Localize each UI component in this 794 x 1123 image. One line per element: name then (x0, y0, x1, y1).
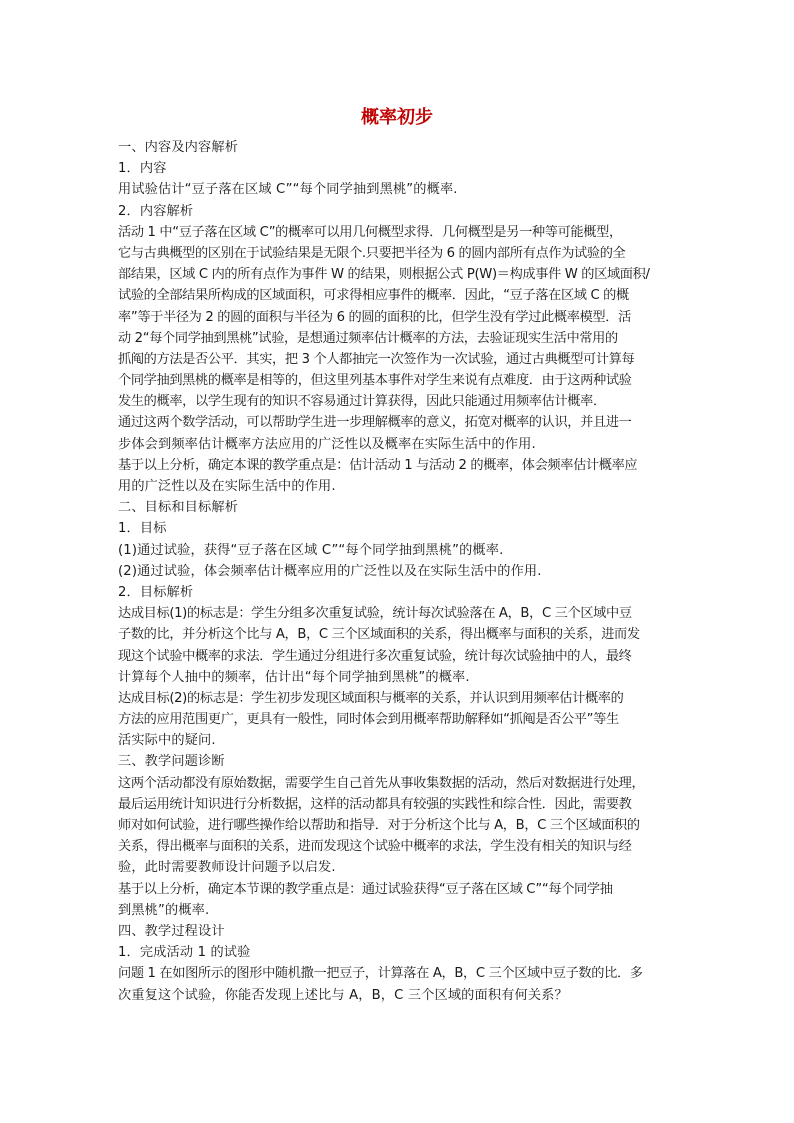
list-item: (2)通过试验，体会频率估计概率应用的广泛性以及在实际生活中的作用. (118, 563, 542, 579)
paragraph-line: 验，此时需要教师设计问题予以启发. (118, 860, 336, 876)
list-item: (1)通过试验，获得“豆子落在区域 C”“每个同学抽到黑桃”的概率. (118, 542, 504, 558)
document-body (118, 137, 690, 1006)
paragraph-line: 用的广泛性以及在实际生活中的作用. (118, 479, 336, 494)
subsection-heading: 1．目标 (118, 521, 167, 537)
paragraph-line: 达成目标(1)的标志是：学生分组多次重复试验，统计每次试验落在 A，B，C 三个区域中豆 (118, 606, 632, 622)
paragraph-line: 到黑桃”的概率. (118, 902, 210, 918)
subsection-heading: 2．目标解析 (118, 584, 194, 600)
question-line: 问题 1 在如图所示的图形中随机撒一把豆子，计算落在 A，B，C 三个区域中豆子数的比．多 (118, 966, 643, 982)
paragraph-line: 师对如何试验，进行哪些操作给以帮助和指导．对于分析这个比与 A，B，C 三个区域面积的 (118, 818, 640, 833)
subsection-heading: 1．内容 (118, 161, 167, 177)
paragraph-line: 试验的全部结果所构成的区域面积，可求得相应事件的概率．因此，“豆子落在区域 C 的概 (118, 288, 629, 304)
paragraph-line: 计算每个人抽中的频率，估计出“每个同学抽到黑桃”的概率. (118, 669, 470, 685)
paragraph-line: 个同学抽到黑桃的概率是相等的，但这里列基本事件对学生来说有点难度．由于这两种试验 (118, 373, 632, 389)
paragraph-line: 达成目标(2)的标志是：学生初步发现区域面积与概率的关系，并认识到用频率估计概率的 (118, 690, 624, 706)
paragraph-line: 抓阄的方法是否公平．其实，把 3 个人都抽完一次签作为一次试验，通过古典概型可计算每 (118, 351, 635, 367)
paragraph-line: 部结果，区域 C 内的所有点作为事件 W 的结果，则根据公式 P(W)＝构成事件 W 的区域面积/ (118, 267, 650, 283)
paragraph-line: 方法的应用范围更广，更具有一般性，同时体会到用概率帮助解释如“抓阄是否公平”等生 (118, 712, 619, 728)
paragraph-line: 通过这两个数学活动，可以帮助学生进一步理解概率的意义，拓宽对概率的认识，并且进一 (118, 415, 632, 431)
section-heading: 二、目标和目标解析 (118, 500, 239, 516)
subsection-heading: 1．完成活动 1 的试验 (118, 945, 251, 961)
paragraph-line: 发生的概率，以学生现有的知识不容易通过计算获得，因此只能通过用频率估计概率． (118, 394, 606, 410)
paragraph-line: 用试验估计“豆子落在区域 C”“每个同学抽到黑桃”的概率. (118, 182, 458, 198)
paragraph-line: 动 2“每个同学抽到黑桃”试验，是想通过频率估计概率的方法，去验证现实生活中常用的 (118, 330, 618, 346)
paragraph-line: 最后运用统计知识进行分析数据，这样的活动都具有较强的实践性和综合性．因此，需要教 (118, 796, 632, 812)
paragraph-line: 它与古典概型的区别在于试验结果是无限个.只要把半径为 6 的圆内部所有点作为试验的全 (118, 245, 626, 261)
paragraph-line: 基于以上分析，确定本节课的教学重点是：通过试验获得“豆子落在区域 C”“每个同学抽 (118, 881, 613, 897)
paragraph-line: 率”等于半径为 2 的圆的面积与半径为 6 的圆的面积的比，但学生没有学过此概率模型．活 (118, 309, 631, 325)
section-heading: 一、内容及内容解析 (118, 140, 239, 155)
paragraph-line: 现这个试验中概率的求法．学生通过分组进行多次重复试验，统计每次试验抽中的人，最终 (118, 648, 632, 664)
paragraph-line: 这两个活动都没有原始数据，需要学生自己首先从事收集数据的活动，然后对数据进行处理， (118, 775, 645, 791)
subsection-heading: 2．内容解析 (118, 203, 194, 219)
paragraph-line: 活动 1 中“豆子落在区域 C”的概率可以用几何概型求得．几何概型是另一种等可能概型， (118, 224, 622, 240)
paragraph-line: 子数的比，并分析这个比与 A，B，C 三个区域面积的关系，得出概率与面积的关系，进而发 (118, 627, 640, 643)
paragraph-line: 基于以上分析，确定本课的教学重点是：估计活动 1 与活动 2 的概率，体会频率估计概率应 (118, 457, 638, 473)
paragraph-line: 关系，得出概率与面积的关系，进而发现这个试验中概率的求法，学生没有相关的知识与经 (118, 839, 632, 855)
section-heading: 三、教学问题诊断 (118, 754, 225, 770)
question-line: 次重复这个试验，你能否发现上述比与 A，B，C 三个区域的面积有何关系？ (118, 987, 568, 1003)
paragraph-line: 活实际中的疑问. (118, 733, 216, 749)
document-title: 概率初步 (361, 107, 433, 128)
section-heading: 四、教学过程设计 (118, 923, 225, 939)
paragraph-line: 步体会到频率估计概率方法应用的广泛性以及概率在实际生活中的作用. (118, 436, 536, 452)
